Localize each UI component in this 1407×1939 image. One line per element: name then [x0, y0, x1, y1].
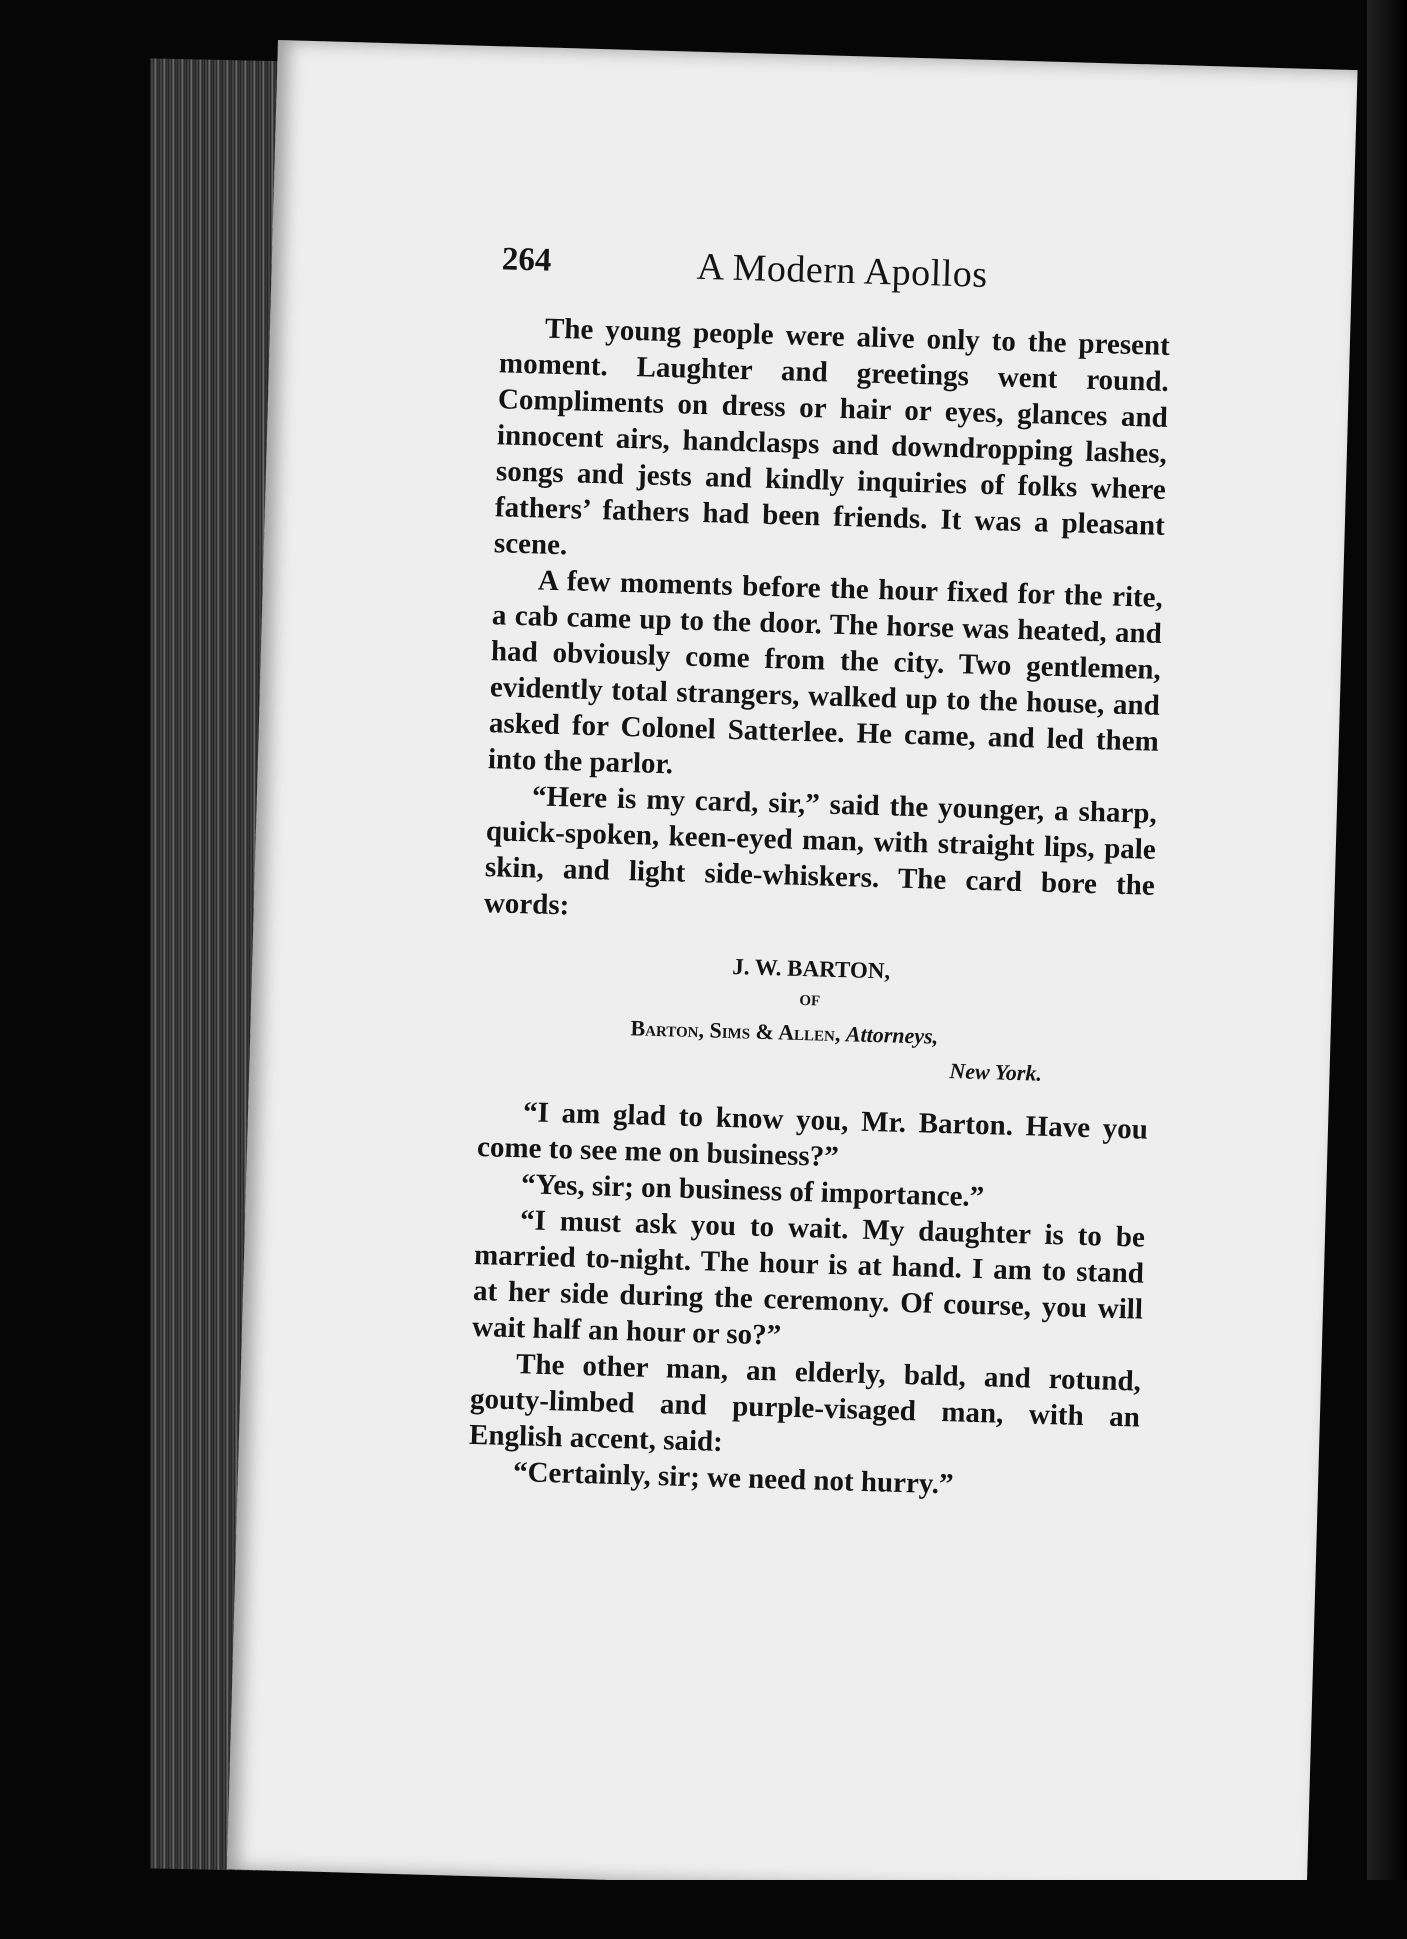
paragraph: The young people were alive only to the present moment. Laughter and greetings went round. Compliments on dress or hair or eyes, glances and innocent airs, handclasps and downdropping lashes, songs and jests and kindly inquiries of folks where fathers’ fathers had been friends. It was a pleasant scene.	[493, 312, 1171, 562]
card-city: New York.	[949, 1058, 1043, 1086]
paragraph: “Yes, sir; on business of importance.”	[520, 1168, 985, 1214]
page-content	[468, 241, 1173, 1507]
card-of: OF	[799, 992, 821, 1010]
page-number: 264	[501, 241, 552, 279]
paragraph: The other man, an elderly, bald, and rotund, gouty-limbed and purple-visaged man, with an English accent, said:	[468, 1348, 1142, 1458]
paragraph: “I must ask you to wait. My daughter is to be married to-night. The hour is at hand. I am to stand at her side during the ceremony. Of course, you will wait half an hour or so?”	[471, 1204, 1146, 1352]
paragraph: “I am glad to know you, Mr. Barton. Have you come to see me on business?”	[476, 1096, 1149, 1174]
book-page	[227, 40, 1358, 1899]
paragraph: “Here is my card, sir,” said the younger, a sharp, quick-spoken, keen-eyed man, with straight lips, pale skin, and light side-whiskers. The card bore the words:	[483, 780, 1158, 922]
running-title: A Modern Apollos	[696, 245, 989, 296]
card-name: J. W. BARTON,	[731, 954, 891, 984]
card-role: Attorneys,	[845, 1021, 939, 1049]
paragraph: “Certainly, sir; we need not hurry.”	[512, 1456, 954, 1501]
business-card	[479, 943, 1152, 1094]
page-gutter-shadow	[1367, 0, 1407, 1939]
paragraph: A few moments before the hour fixed for the rite, a cab came up to the door. The horse was heated, and had obviously come from the city. Two gentlemen, evidently total strangers, walked up to the house, and asked for Colonel Satterlee. He came, and led them into the parlor.	[487, 564, 1164, 781]
scan-bottom-band	[0, 1880, 1407, 1939]
running-head	[501, 241, 1172, 320]
card-firm: Barton, Sims & Allen,	[630, 1015, 841, 1047]
